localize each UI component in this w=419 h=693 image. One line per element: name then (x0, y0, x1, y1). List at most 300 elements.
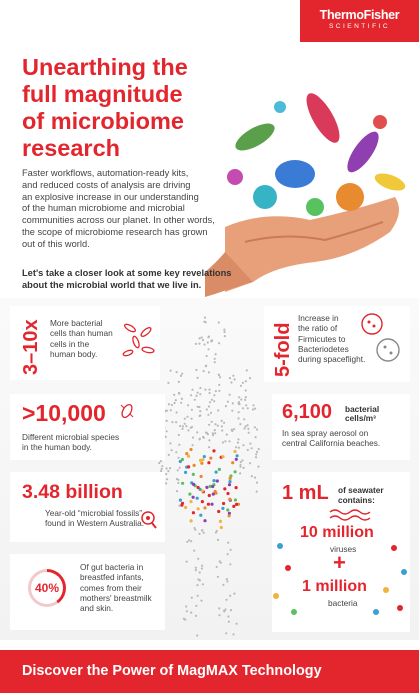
silhouette-dot (237, 438, 239, 440)
silhouette-dot (212, 493, 215, 496)
silhouette-dot (195, 569, 197, 571)
silhouette-dot (170, 409, 172, 411)
silhouette-dot (227, 553, 229, 555)
silhouette-dot (190, 540, 192, 542)
silhouette-dot (195, 605, 197, 607)
stat-line: Bacteriodetes (298, 343, 349, 354)
silhouette-dot (194, 399, 196, 401)
silhouette-dot (206, 355, 208, 357)
silhouette-dot (190, 394, 192, 396)
silhouette-dot (205, 365, 207, 367)
silhouette-dot (203, 532, 205, 534)
silhouette-dot (214, 429, 216, 431)
silhouette-dot (225, 599, 227, 601)
stat-line: Of gut bacteria in (80, 562, 144, 572)
silhouette-dot (161, 465, 163, 467)
bacteria-label: bacteria (328, 598, 358, 608)
stat-value-breastfed: 40% (31, 572, 63, 604)
silhouette-dot (190, 612, 192, 614)
silhouette-dot (219, 520, 222, 523)
silhouette-dot (234, 470, 237, 473)
silhouette-dot (224, 335, 226, 337)
silhouette-dot (171, 421, 173, 423)
silhouette-dot (251, 447, 253, 449)
silhouette-dot (227, 401, 229, 403)
silhouette-dot (199, 459, 202, 462)
silhouette-dot (245, 425, 247, 427)
silhouette-dot (238, 401, 240, 403)
silhouette-dot (187, 465, 190, 468)
silhouette-dot (185, 425, 187, 427)
silhouette-dot (231, 410, 233, 412)
silhouette-dot (198, 343, 200, 345)
silhouette-dot (229, 595, 231, 597)
silhouette-dot (247, 449, 249, 451)
silhouette-dot (238, 396, 240, 398)
silhouette-dot (192, 444, 194, 446)
intro-line: communities across our planet. In other words, (22, 215, 215, 226)
silhouette-dot (167, 382, 169, 384)
silhouette-dot (229, 477, 232, 480)
silhouette-dot (195, 369, 197, 371)
silhouette-dot (174, 402, 176, 404)
plus-sign: + (333, 550, 346, 575)
silhouette-dot (195, 343, 197, 345)
silhouette-dot (178, 434, 180, 436)
viruses-value: 10 million (300, 524, 374, 541)
silhouette-dot (228, 498, 231, 501)
silhouette-dot (197, 486, 200, 489)
silhouette-dot (222, 502, 225, 505)
silhouette-dot (205, 486, 208, 489)
silhouette-dot (216, 479, 219, 482)
silhouette-dot (199, 337, 201, 339)
silhouette-dot (171, 449, 173, 451)
silhouette-dot (230, 609, 232, 611)
silhouette-dot (236, 454, 239, 457)
silhouette-dot (214, 432, 216, 434)
silhouette-dot (169, 442, 171, 444)
stat-line: breastfed infants, (80, 572, 144, 583)
stat-line: in the human body. (22, 442, 92, 453)
stat-line: In sea spray aerosol on (282, 428, 369, 438)
silhouette-dot (228, 621, 230, 623)
silhouette-dot (190, 427, 192, 429)
stat-value-firmicutes: 5-fold (272, 322, 294, 377)
intro-line: the scope of microbiome research has grown (22, 226, 208, 237)
silhouette-dot (197, 558, 199, 560)
silhouette-dot (201, 529, 203, 531)
silhouette-dot (226, 508, 229, 511)
stat-line: human body. (50, 348, 98, 359)
page-title (22, 54, 232, 162)
unit-line: cells/m³ (345, 413, 376, 423)
silhouette-dot (207, 336, 209, 338)
silhouette-dot (189, 448, 192, 451)
silhouette-dot (214, 358, 216, 360)
silhouette-dot (207, 503, 210, 506)
silhouette-dot (240, 385, 242, 387)
silhouette-dot (208, 371, 210, 373)
stat-line: Increase in (298, 313, 339, 323)
silhouette-dot (258, 448, 260, 450)
silhouette-dot (166, 467, 168, 469)
silhouette-dot (166, 410, 168, 412)
silhouette-dot (245, 404, 247, 406)
silhouette-dot (245, 389, 247, 391)
silhouette-dot (166, 430, 168, 432)
silhouette-dot (255, 453, 257, 455)
silhouette-dot (215, 353, 217, 355)
silhouette-dot (225, 405, 227, 407)
stat-line: More bacterial (50, 318, 103, 328)
silhouette-dot (179, 460, 182, 463)
silhouette-dot (184, 423, 186, 425)
silhouette-dot (232, 402, 234, 404)
silhouette-dot (231, 429, 233, 431)
silhouette-dot (189, 500, 192, 503)
silhouette-dot (177, 457, 179, 459)
silhouette-dot (202, 583, 204, 585)
silhouette-dot (185, 605, 187, 607)
silhouette-dot (220, 526, 223, 529)
silhouette-dot (238, 417, 240, 419)
bacteria-value: 1 million (302, 578, 367, 595)
silhouette-dot (233, 428, 235, 430)
silhouette-dot (235, 503, 238, 506)
silhouette-dot (180, 504, 183, 507)
silhouette-dot (237, 442, 239, 444)
intro-paragraph (22, 168, 244, 251)
silhouette-dot (188, 539, 190, 541)
stat-line: and skin. (80, 603, 114, 614)
silhouette-dot (215, 471, 218, 474)
intro-line: and reduced costs of analysis are driving (22, 179, 191, 190)
intro-line: of the human microbiome and microbial (22, 203, 185, 214)
silhouette-dot (173, 394, 175, 396)
silhouette-dot (187, 455, 190, 458)
silhouette-dot (190, 519, 193, 522)
silhouette-dot (223, 331, 225, 333)
silhouette-dot (197, 377, 199, 379)
silhouette-dot (168, 403, 170, 405)
silhouette-dot (247, 428, 249, 430)
silhouette-dot (214, 423, 216, 425)
silhouette-dot (221, 420, 223, 422)
unit-line: bacterial (345, 404, 380, 414)
silhouette-dot (211, 339, 213, 341)
silhouette-dot (256, 428, 258, 430)
silhouette-dot (203, 506, 206, 509)
intro-line: an explosive increase in our understanding (22, 191, 199, 202)
silhouette-dot (187, 404, 189, 406)
silhouette-dot (213, 400, 215, 402)
silhouette-dot (178, 393, 180, 395)
silhouette-dot (209, 392, 211, 394)
silhouette-dot (254, 408, 256, 410)
silhouette-dot (158, 462, 160, 464)
silhouette-dot (208, 405, 210, 407)
silhouette-dot (247, 424, 249, 426)
silhouette-dot (222, 584, 224, 586)
silhouette-dot (218, 614, 220, 616)
lead-line: about the microbial world that we live in. (22, 279, 202, 290)
magnifier-icon (140, 510, 158, 530)
silhouette-dot (246, 369, 248, 371)
silhouette-dot (232, 375, 234, 377)
silhouette-dot (232, 505, 235, 508)
silhouette-dot (202, 436, 204, 438)
silhouette-dot (192, 437, 194, 439)
silhouette-dot (204, 343, 206, 345)
silhouette-dot (182, 425, 184, 427)
silhouette-dot (242, 444, 244, 446)
silhouette-dot (215, 390, 217, 392)
stat-line: the ratio of (298, 323, 338, 334)
silhouette-dot (242, 407, 244, 409)
silhouette-dot (161, 468, 163, 470)
silhouette-dot (171, 404, 173, 406)
silhouette-dot (211, 421, 213, 423)
silhouette-dot (185, 452, 188, 455)
brand-logo[interactable] (300, 0, 419, 42)
silhouette-dot (256, 491, 258, 493)
logo-wordmark: ThermoFisher (319, 8, 400, 22)
silhouette-dot (184, 418, 186, 420)
silhouette-dot (235, 486, 238, 489)
silhouette-dot (209, 401, 211, 403)
silhouette-dot (201, 567, 203, 569)
silhouette-dot (207, 348, 209, 350)
silhouette-dot (218, 374, 220, 376)
silhouette-dot (226, 578, 228, 580)
silhouette-dot (238, 447, 240, 449)
silhouette-dot (200, 475, 203, 478)
silhouette-dot (177, 469, 179, 471)
silhouette-dot (191, 409, 193, 411)
suffix-line: of seawater (338, 485, 384, 495)
silhouette-dot (217, 539, 219, 541)
silhouette-dot (254, 426, 256, 428)
silhouette-dot (239, 464, 241, 466)
silhouette-dot (245, 396, 247, 398)
silhouette-dot (211, 399, 213, 401)
silhouette-dot (242, 382, 244, 384)
viruses-label: viruses (330, 544, 357, 554)
silhouette-dot (218, 384, 220, 386)
silhouette-dot (184, 506, 187, 509)
silhouette-dot (176, 490, 178, 492)
silhouette-dot (226, 492, 229, 495)
cta-banner[interactable]: Discover the Power of MagMAX Technology (0, 650, 419, 693)
silhouette-dot (228, 514, 231, 517)
stat-line: Firmicutes to (298, 333, 346, 344)
silhouette-dot (188, 493, 191, 496)
logo-subtitle: SCIENTIFIC (328, 23, 391, 30)
silhouette-dot (203, 370, 205, 372)
stat-line: central California beaches. (282, 438, 381, 449)
silhouette-dot (221, 429, 223, 431)
silhouette-dot (179, 499, 182, 502)
silhouette-dot (168, 454, 170, 456)
silhouette-dot (165, 482, 167, 484)
silhouette-dot (167, 470, 169, 472)
silhouette-dot (201, 500, 204, 503)
silhouette-dot (229, 377, 231, 379)
silhouette-dot (227, 542, 229, 544)
silhouette-dot (247, 407, 249, 409)
silhouette-dot (219, 376, 221, 378)
silhouette-dot (197, 392, 199, 394)
bacteria-cluster-icon (122, 322, 156, 358)
silhouette-dot (223, 329, 225, 331)
silhouette-dot (234, 498, 237, 501)
silhouette-dot (199, 571, 201, 573)
silhouette-dot (216, 566, 218, 568)
silhouette-dot (186, 416, 188, 418)
silhouette-dot (192, 511, 195, 514)
silhouette-dot (240, 461, 242, 463)
silhouette-dot (207, 414, 209, 416)
silhouette-dot (191, 597, 193, 599)
silhouette-dot (236, 623, 238, 625)
silhouette-dot (176, 371, 178, 373)
silhouette-dot (196, 497, 199, 500)
silhouette-dot (218, 468, 221, 471)
silhouette-dot (243, 467, 245, 469)
silhouette-dot (178, 505, 180, 507)
silhouette-dot (228, 440, 230, 442)
silhouette-dot (170, 370, 172, 372)
silhouette-dot (240, 398, 242, 400)
silhouette-dot (233, 593, 235, 595)
silhouette-dot (256, 451, 258, 453)
silhouette-dot (203, 455, 206, 458)
silhouette-dot (181, 373, 183, 375)
silhouette-dot (186, 610, 188, 612)
silhouette-dot (210, 503, 213, 506)
silhouette-dot (214, 361, 216, 363)
stat-line: cells than human (50, 328, 113, 339)
silhouette-dot (257, 466, 259, 468)
silhouette-dot (176, 411, 178, 413)
silhouette-dot (244, 427, 246, 429)
silhouette-dot (254, 477, 256, 479)
silhouette-dot (199, 410, 201, 412)
silhouette-dot (217, 425, 219, 427)
silhouette-dot (230, 381, 232, 383)
stat-text-sea-spray (282, 428, 407, 449)
waves-icon (330, 508, 374, 520)
silhouette-dot (212, 449, 215, 452)
lead-paragraph (22, 268, 272, 292)
silhouette-dot (180, 402, 182, 404)
silhouette-dot (191, 389, 193, 391)
silhouette-dot (169, 467, 171, 469)
silhouette-dot (217, 409, 219, 411)
silhouette-dot (201, 565, 203, 567)
silhouette-dot (239, 472, 241, 474)
silhouette-dot (199, 387, 201, 389)
silhouette-dot (201, 489, 204, 492)
suffix-line: contains: (338, 494, 375, 505)
title-line: Unearthing the (22, 54, 188, 80)
silhouette-dot (249, 377, 251, 379)
silhouette-dot (166, 478, 168, 480)
silhouette-dot (204, 389, 206, 391)
silhouette-dot (199, 414, 201, 416)
intro-line: Faster workflows, automation-ready kits, (22, 168, 189, 178)
silhouette-dot (241, 459, 243, 461)
silhouette-dot (234, 378, 236, 380)
silhouette-dot (226, 434, 228, 436)
silhouette-dot (206, 408, 208, 410)
stat-suffix-seawater (338, 486, 384, 505)
silhouette-dot (221, 507, 224, 510)
silhouette-dot (255, 436, 257, 438)
silhouette-dot (255, 456, 257, 458)
silhouette-dot (207, 341, 209, 343)
silhouette-dot (177, 482, 179, 484)
silhouette-dot (197, 507, 200, 510)
silhouette-dot (180, 375, 182, 377)
silhouette-dot (199, 393, 201, 395)
silhouette-dot (194, 529, 196, 531)
silhouette-dot (166, 420, 168, 422)
silhouette-dot (186, 541, 188, 543)
silhouette-dot (175, 421, 177, 423)
silhouette-dot (228, 480, 231, 483)
stat-line: Different microbial species (22, 432, 120, 442)
silhouette-dot (252, 404, 254, 406)
silhouette-dot (239, 423, 241, 425)
silhouette-dot (199, 514, 202, 517)
silhouette-dot (200, 462, 203, 465)
stat-value-species: >10,000 (22, 400, 106, 426)
silhouette-dot (181, 428, 183, 430)
silhouette-dot (227, 615, 229, 617)
silhouette-dot (179, 467, 181, 469)
silhouette-dot (208, 494, 211, 497)
silhouette-dot (210, 412, 212, 414)
title-line: of microbiome (22, 108, 184, 134)
silhouette-dot (232, 633, 234, 635)
intro-line: out of this world. (22, 238, 90, 249)
lead-line: Let's take a closer look at some key revelations (22, 268, 232, 278)
silhouette-dot (223, 487, 226, 490)
silhouette-dot (197, 595, 199, 597)
silhouette-dot (212, 434, 214, 436)
silhouette-dot (251, 475, 253, 477)
silhouette-dot (198, 533, 200, 535)
silhouette-dot (196, 431, 198, 433)
silhouette-dot (197, 406, 199, 408)
stat-value-bacterial-cells: 3–10x (20, 319, 42, 375)
silhouette-dot (217, 510, 220, 513)
stat-line: Year-old “microbial fossils” (45, 508, 142, 518)
silhouette-dot (221, 425, 223, 427)
silhouette-dot (219, 560, 221, 562)
title-line: full magnitude (22, 81, 183, 107)
silhouette-dot (203, 321, 205, 323)
silhouette-dot (207, 461, 210, 464)
stat-value-seawater: 1 mL (282, 482, 329, 504)
silhouette-dot (218, 321, 220, 323)
silhouette-dot (187, 429, 189, 431)
silhouette-dot (229, 563, 231, 565)
stat-value-sea-spray: 6,100 (282, 401, 333, 423)
silhouette-dot (215, 531, 217, 533)
